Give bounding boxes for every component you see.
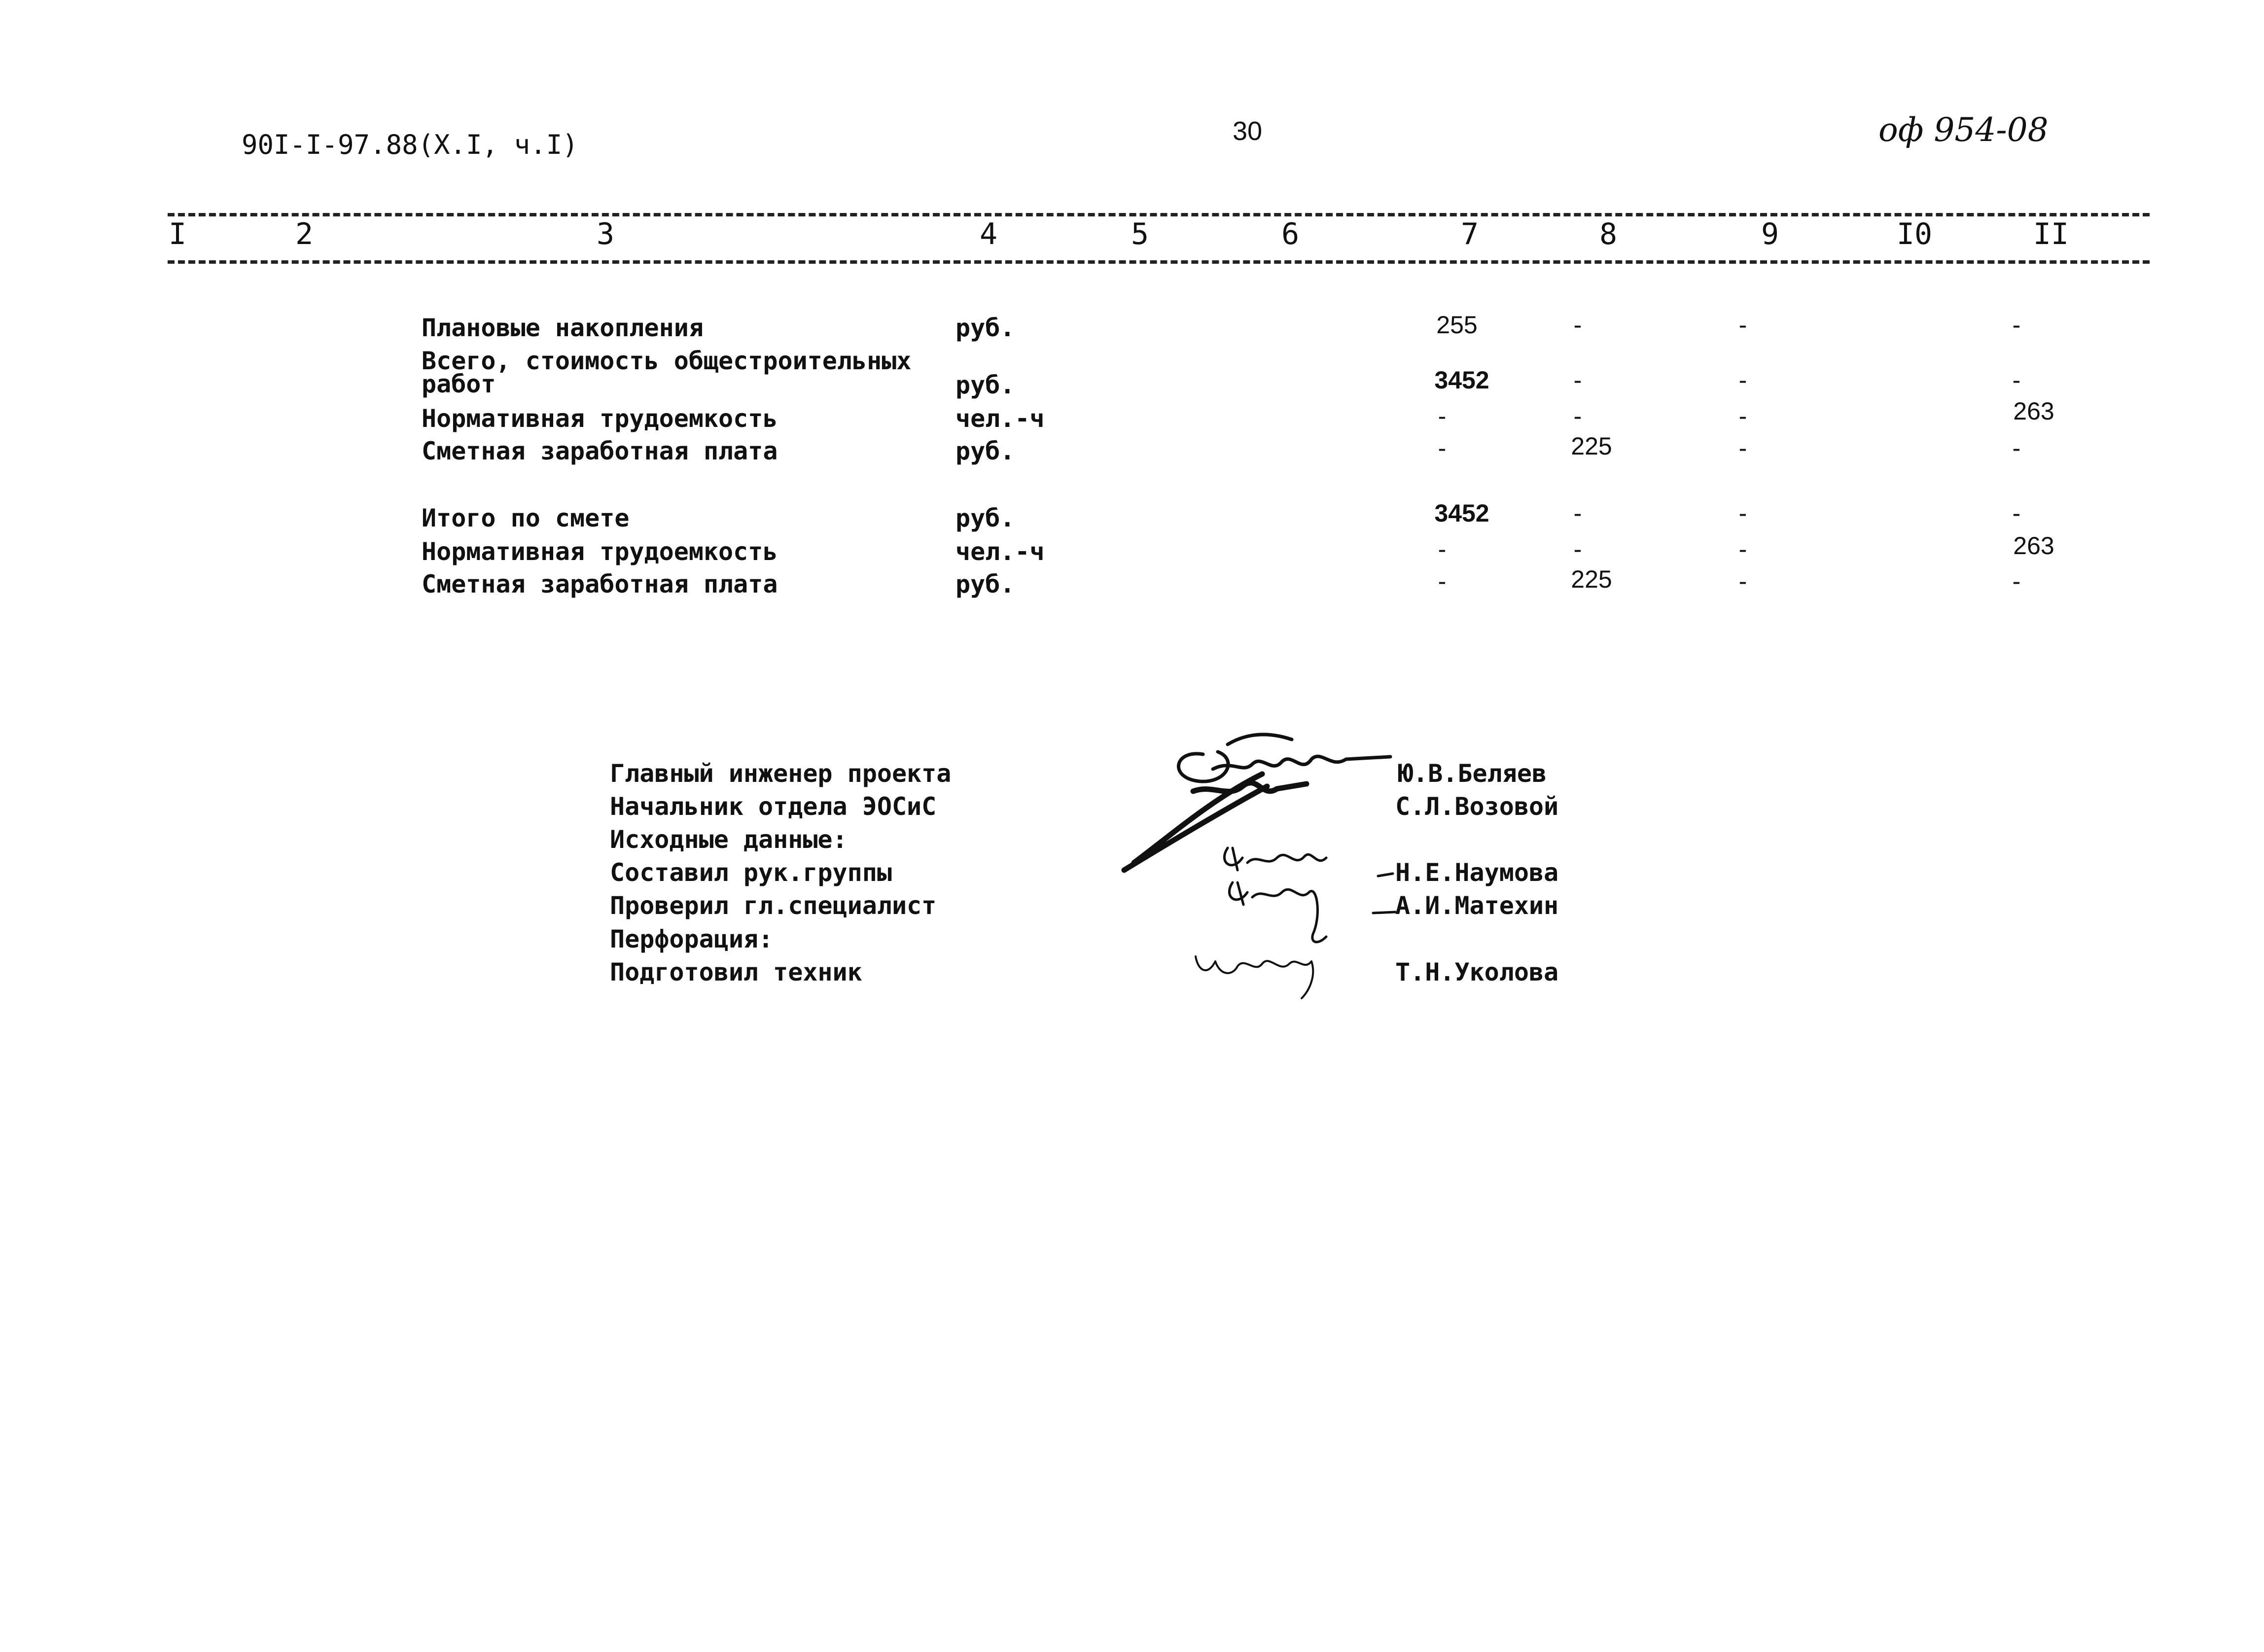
row-unit: руб. — [955, 437, 1015, 465]
signature-title: Проверил гл.специалист — [610, 891, 937, 920]
row-col9: - — [1738, 434, 1747, 462]
row-unit: руб. — [955, 570, 1015, 598]
row-col8: - — [1573, 366, 1582, 394]
row-col11: - — [2012, 434, 2021, 462]
row-col8: 225 — [1571, 565, 1612, 593]
column-number: 4 — [979, 217, 998, 251]
column-number: 2 — [295, 217, 314, 251]
row-unit: чел.-ч — [955, 537, 1045, 566]
row-col7: - — [1438, 535, 1447, 563]
row-col8: - — [1573, 499, 1582, 527]
row-col8: 225 — [1571, 432, 1612, 460]
signature-title: Составил рук.группы — [610, 858, 892, 887]
row-name: Итого по смете — [422, 504, 630, 532]
signature-title: Главный инженер проекта — [610, 759, 952, 788]
column-number: 7 — [1460, 217, 1479, 251]
column-number: I — [168, 217, 187, 251]
row-col7: 3452 — [1434, 366, 1489, 394]
signatory-name: Ю.В.Беляев — [1398, 759, 1547, 788]
row-col11: - — [2012, 567, 2021, 595]
column-number: 5 — [1131, 217, 1149, 251]
row-name: Сметная заработная плата — [422, 570, 778, 598]
column-number: II — [2033, 217, 2069, 251]
row-col9: - — [1738, 366, 1747, 394]
column-number: 8 — [1599, 217, 1618, 251]
signature-title: Подготовил техник — [610, 958, 862, 986]
row-col8: - — [1573, 535, 1582, 563]
row-col7: 255 — [1436, 311, 1478, 339]
column-number: 9 — [1761, 217, 1779, 251]
row-col11: 263 — [2013, 532, 2054, 560]
row-name: Нормативная трудоемкость — [422, 537, 778, 566]
handwritten-signatures — [1114, 700, 1400, 1006]
row-unit: руб. — [955, 314, 1015, 342]
row-col11: - — [2012, 499, 2021, 527]
row-unit: руб. — [955, 504, 1015, 532]
page-number: 30 — [1233, 116, 1263, 146]
row-name-continuation: работ — [422, 370, 496, 398]
row-col9: - — [1738, 567, 1747, 595]
row-name: Сметная заработная плата — [422, 437, 778, 465]
sheet-code: оф 954-08 — [1878, 111, 2049, 149]
row-unit: руб. — [955, 371, 1015, 399]
row-name: Плановые накопления — [422, 314, 704, 342]
document-code: 90I-I-97.88(X.I, ч.I) — [242, 129, 578, 160]
row-col7: - — [1438, 567, 1447, 595]
column-number: I0 — [1896, 217, 1933, 251]
header-rule-top — [168, 213, 2150, 216]
row-unit: чел.-ч — [955, 404, 1045, 433]
signatory-name: А.И.Матехин — [1395, 891, 1559, 920]
row-name: Нормативная трудоемкость — [422, 404, 778, 433]
row-col8: - — [1573, 402, 1582, 430]
column-number: 6 — [1281, 217, 1300, 251]
column-number: 3 — [596, 217, 615, 251]
row-col9: - — [1738, 535, 1747, 563]
row-col9: - — [1738, 311, 1747, 339]
signature-title: Исходные данные: — [610, 825, 848, 854]
signatory-name: Т.Н.Уколова — [1395, 958, 1559, 986]
header-rule-bottom — [168, 260, 2150, 264]
row-col7: 3452 — [1434, 499, 1489, 527]
row-col8: - — [1573, 311, 1582, 339]
signature-title: Перфорация: — [610, 925, 774, 953]
row-col11: 263 — [2013, 397, 2054, 425]
row-name: Всего, стоимость общестроительных — [422, 347, 912, 375]
row-col7: - — [1438, 434, 1447, 462]
signatory-name: С.Л.Возовой — [1395, 792, 1559, 821]
signatory-name: Н.Е.Наумова — [1395, 858, 1559, 887]
row-col9: - — [1738, 402, 1747, 430]
signature-title: Начальник отдела ЭОСиС — [610, 792, 937, 821]
row-col11: - — [2012, 366, 2021, 394]
row-col7: - — [1438, 402, 1447, 430]
row-col11: - — [2012, 311, 2021, 339]
row-col9: - — [1738, 499, 1747, 527]
